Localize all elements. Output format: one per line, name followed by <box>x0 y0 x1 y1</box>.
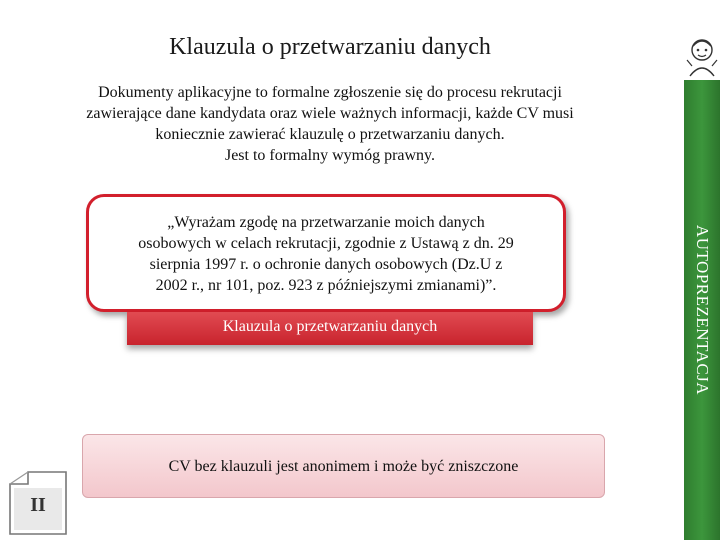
mascot-icon <box>684 36 720 80</box>
quote-line: 2002 r., nr 101, poz. 923 z późniejszymi zmianami)”. <box>155 277 497 294</box>
quote-text <box>100 212 552 296</box>
sidebar-label: AUTOPREZENTACJA <box>693 224 712 396</box>
quote-line: sierpnia 1997 r. o ochronie danych osobowych (Dz.U z <box>149 256 503 273</box>
intro-line: Dokumenty aplikacyjne to formalne zgłoszenie się do procesu rekrutacji <box>98 84 562 101</box>
badge-number: II <box>30 494 46 516</box>
footer-callout: CV bez klauzuli jest anonimem i może być zniszczone <box>82 434 605 498</box>
intro-text <box>40 82 620 166</box>
quote-line: osobowych w celach rekrutacji, zgodnie z Ustawą z dn. 29 <box>138 235 514 252</box>
quote-label-bar: Klauzula o przetwarzaniu danych <box>127 312 533 345</box>
intro-line: koniecznie zawierać klauzulę o przetwarzaniu danych. <box>155 126 505 143</box>
quote-line: „Wyrażam zgodę na przetwarzanie moich danych <box>167 214 485 231</box>
intro-line: zawierające dane kandydata oraz wiele ważnych informacji, każde CV musi <box>86 105 574 122</box>
intro-line: Jest to formalny wymóg prawny. <box>224 147 436 164</box>
slide-title: Klauzula o przetwarzaniu danych <box>169 34 491 60</box>
